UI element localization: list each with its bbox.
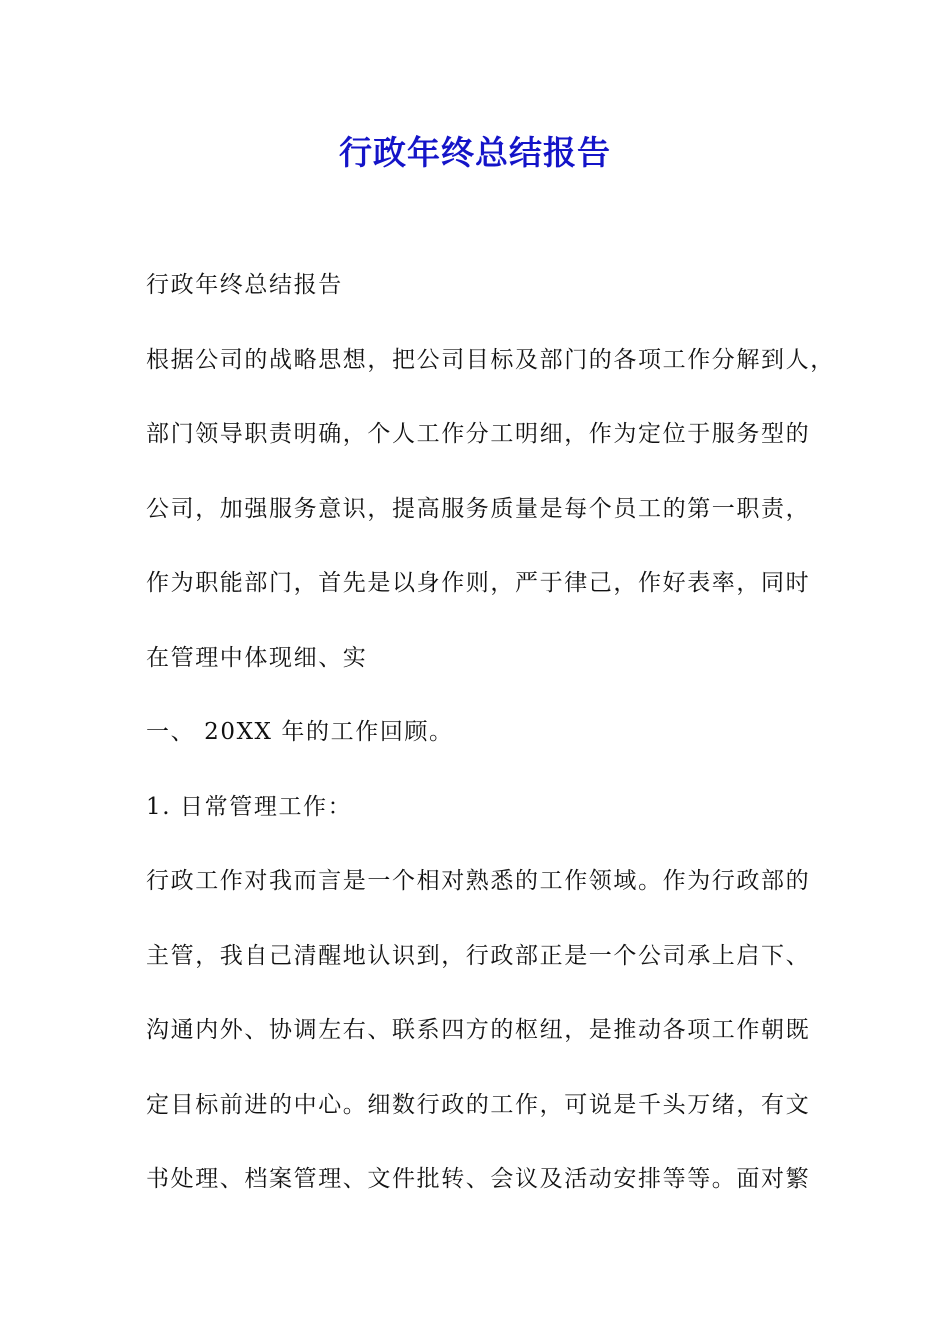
text-line: 作为职能部门，首先是以身作则，严于律己，作好表率，同时 [146,570,811,596]
text-line: 定目标前进的中心。细数行政的工作，可说是千头万绪，有文 [146,1092,811,1118]
subsection-heading: 1. 日常管理工作： [146,794,353,820]
text-line: 书处理、档案管理、文件批转、会议及活动安排等等。面对繁 [146,1166,811,1192]
text-line: 根据公司的战略思想，把公司目标及部门的各项工作分解到人， [146,347,835,373]
text-line: 在管理中体现细、实 [146,645,368,671]
text-line: 部门领导职责明确，个人工作分工明细，作为定位于服务型的 [146,421,811,447]
text-line: 主管，我自己清醒地认识到，行政部正是一个公司承上启下、 [146,943,811,969]
text-line: 行政年终总结报告 [146,272,343,298]
section-heading: 一、 20XX 年的工作回顾。 [146,719,454,745]
text-line: 公司，加强服务意识，提高服务质量是每个员工的第一职责， [146,496,811,522]
text-line: 沟通内外、协调左右、联系四方的枢纽，是推动各项工作朝既 [146,1017,811,1043]
document-title: 行政年终总结报告 [339,133,611,172]
text-line: 行政工作对我而言是一个相对熟悉的工作领域。作为行政部的 [146,868,811,894]
